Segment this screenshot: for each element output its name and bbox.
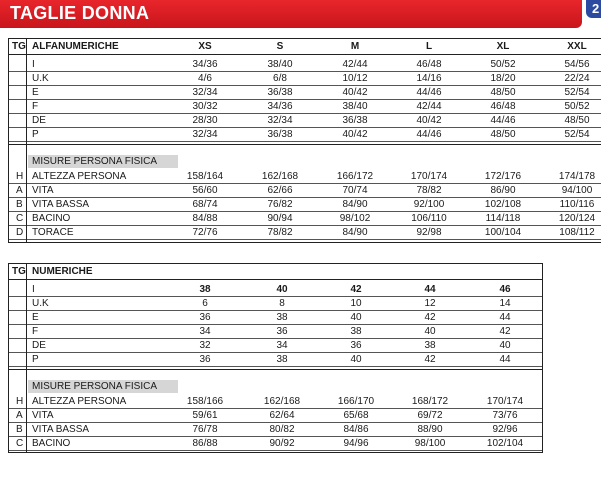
size-row-de bbox=[8, 114, 601, 128]
size-value: 40 bbox=[350, 354, 362, 365]
size-row-p bbox=[8, 128, 601, 142]
size-value: 34/36 bbox=[267, 101, 293, 112]
measure-code: C bbox=[16, 213, 24, 224]
measure-value: 120/124 bbox=[558, 213, 596, 224]
measure-label: ALTEZZA PERSONA bbox=[32, 171, 127, 182]
measure-row-vita bbox=[8, 184, 601, 198]
size-value: 40/42 bbox=[342, 87, 368, 98]
measure-value: 166/172 bbox=[336, 171, 374, 182]
size-value: 4/6 bbox=[198, 73, 212, 84]
measure-row-altezza-persona bbox=[8, 170, 601, 184]
measure-value: 86/88 bbox=[192, 438, 218, 449]
tg-label: TG bbox=[12, 266, 26, 277]
table-top-border bbox=[8, 38, 601, 39]
page-number-tab: 2 bbox=[586, 0, 601, 18]
size-value: 48/50 bbox=[490, 87, 516, 98]
measure-value: 84/90 bbox=[342, 199, 368, 210]
size-header-xxl: XXL bbox=[567, 41, 587, 52]
size-value: 40 bbox=[350, 312, 362, 323]
measure-value: 88/90 bbox=[417, 424, 443, 435]
measure-row-torace bbox=[8, 226, 601, 240]
size-value: 14 bbox=[499, 298, 511, 309]
title-banner bbox=[0, 0, 582, 28]
size-value: 44/46 bbox=[490, 115, 516, 126]
measure-value: 69/72 bbox=[417, 410, 443, 421]
measure-value: 108/112 bbox=[559, 227, 595, 238]
size-value: 44/46 bbox=[416, 129, 442, 140]
size-value: 32 bbox=[199, 340, 211, 351]
measure-value: 92/98 bbox=[416, 227, 442, 238]
column-divider bbox=[8, 38, 9, 243]
table-top-border bbox=[8, 263, 543, 264]
size-row-i bbox=[8, 58, 601, 72]
measure-value: 94/96 bbox=[343, 438, 369, 449]
measure-value: 84/90 bbox=[342, 227, 368, 238]
size-row-de bbox=[8, 339, 543, 353]
section-divider bbox=[8, 369, 543, 370]
measure-value: 172/176 bbox=[484, 171, 522, 182]
measures-header: MISURE PERSONA FISICA bbox=[28, 155, 178, 168]
size-row-i bbox=[8, 283, 543, 297]
size-value: 28/30 bbox=[192, 115, 218, 126]
size-value: 40 bbox=[499, 340, 511, 351]
size-value: 52/54 bbox=[564, 129, 590, 140]
tg-label: TG bbox=[12, 41, 26, 52]
size-value: 34 bbox=[276, 340, 288, 351]
measure-value: 73/76 bbox=[492, 410, 518, 421]
measure-value: 174/178 bbox=[558, 171, 596, 182]
measure-value: 166/170 bbox=[337, 396, 375, 407]
size-value: 42/44 bbox=[342, 59, 368, 70]
measure-label: VITA bbox=[32, 410, 54, 421]
row-label: P bbox=[32, 129, 39, 140]
measure-label: VITA BASSA bbox=[32, 199, 90, 210]
measure-code: D bbox=[16, 227, 24, 238]
table-header-row bbox=[8, 265, 543, 278]
size-value: 36 bbox=[199, 312, 211, 323]
size-value: 38 bbox=[350, 326, 362, 337]
size-value: 10/12 bbox=[342, 73, 368, 84]
measure-value: 62/66 bbox=[267, 185, 293, 196]
size-row-uk bbox=[8, 297, 543, 311]
size-value: 48/50 bbox=[564, 115, 590, 126]
size-value: 44/46 bbox=[416, 87, 442, 98]
measure-label: TORACE bbox=[32, 227, 74, 238]
row-label: I bbox=[32, 284, 35, 295]
size-value: 38 bbox=[276, 312, 288, 323]
size-value: 12 bbox=[424, 298, 436, 309]
table-title: ALFANUMERICHE bbox=[32, 41, 119, 52]
measure-value: 72/76 bbox=[192, 227, 218, 238]
measure-value: 56/60 bbox=[192, 185, 218, 196]
size-value: 42/44 bbox=[416, 101, 442, 112]
measure-value: 110/116 bbox=[559, 199, 595, 210]
size-value: 36/38 bbox=[342, 115, 368, 126]
measure-value: 102/108 bbox=[484, 199, 522, 210]
measure-value: 168/172 bbox=[411, 396, 449, 407]
size-value: 50/52 bbox=[490, 59, 516, 70]
row-label: DE bbox=[32, 115, 46, 126]
measure-value: 78/82 bbox=[267, 227, 293, 238]
size-value: 34/36 bbox=[192, 59, 218, 70]
table-title: NUMERICHE bbox=[32, 266, 93, 277]
alfanumeric-size-table bbox=[8, 38, 601, 243]
measure-row-altezza-persona bbox=[8, 395, 543, 409]
size-value: 42 bbox=[350, 284, 362, 295]
size-value: 36 bbox=[350, 340, 362, 351]
measure-value: 92/96 bbox=[492, 424, 518, 435]
column-divider bbox=[26, 263, 27, 453]
measure-value: 158/166 bbox=[186, 396, 224, 407]
measure-row-bacino bbox=[8, 437, 543, 451]
size-value: 32/34 bbox=[192, 129, 218, 140]
measure-value: 162/168 bbox=[263, 396, 301, 407]
measure-value: 100/104 bbox=[484, 227, 522, 238]
measure-label: ALTEZZA PERSONA bbox=[32, 396, 127, 407]
size-value: 48/50 bbox=[490, 129, 516, 140]
row-label: E bbox=[32, 312, 39, 323]
row-label: E bbox=[32, 87, 39, 98]
size-value: 52/54 bbox=[564, 87, 590, 98]
measure-label: BACINO bbox=[32, 213, 71, 224]
measure-value: 65/68 bbox=[343, 410, 369, 421]
size-value: 8 bbox=[279, 298, 285, 309]
measure-value: 90/92 bbox=[269, 438, 295, 449]
measures-header: MISURE PERSONA FISICA bbox=[28, 380, 178, 393]
size-value: 38/40 bbox=[342, 101, 368, 112]
measure-code: A bbox=[16, 185, 23, 196]
size-value: 46 bbox=[499, 284, 511, 295]
size-row-e bbox=[8, 311, 543, 325]
size-value: 40 bbox=[424, 326, 436, 337]
measure-value: 162/168 bbox=[261, 171, 299, 182]
measure-value: 106/110 bbox=[411, 213, 447, 224]
measure-value: 76/82 bbox=[267, 199, 293, 210]
measure-value: 80/82 bbox=[269, 424, 295, 435]
size-value: 40/42 bbox=[416, 115, 442, 126]
measure-code: H bbox=[16, 396, 24, 407]
size-value: 38 bbox=[199, 284, 211, 295]
size-value: 42 bbox=[424, 354, 436, 365]
measure-value: 90/94 bbox=[267, 213, 293, 224]
measure-row-vita-bassa bbox=[8, 198, 601, 212]
table-bottom-border bbox=[8, 242, 601, 243]
size-value: 38/40 bbox=[267, 59, 293, 70]
size-header-s: S bbox=[276, 41, 284, 52]
measure-row-vita-bassa bbox=[8, 423, 543, 437]
page-title: TAGLIE DONNA bbox=[10, 3, 150, 23]
table-header-row bbox=[8, 40, 601, 53]
measure-value: 86/90 bbox=[490, 185, 516, 196]
measure-value: 158/164 bbox=[186, 171, 224, 182]
column-divider bbox=[26, 38, 27, 243]
size-row-f bbox=[8, 100, 601, 114]
size-value: 6 bbox=[202, 298, 208, 309]
size-value: 44 bbox=[499, 354, 511, 365]
table-bottom-border bbox=[8, 452, 543, 453]
header-bottom-border bbox=[8, 54, 601, 55]
measure-value: 70/74 bbox=[342, 185, 368, 196]
size-value: 38 bbox=[276, 354, 288, 365]
size-row-e bbox=[8, 86, 601, 100]
size-value: 36/38 bbox=[267, 87, 293, 98]
measure-code: C bbox=[16, 438, 24, 449]
size-value: 34 bbox=[199, 326, 211, 337]
size-value: 18/20 bbox=[490, 73, 516, 84]
size-header-m: M bbox=[350, 41, 360, 52]
measure-code: B bbox=[16, 199, 23, 210]
size-value: 22/24 bbox=[564, 73, 590, 84]
column-divider bbox=[8, 263, 9, 453]
size-value: 32/34 bbox=[267, 115, 293, 126]
row-label: F bbox=[32, 101, 39, 112]
row-label: DE bbox=[32, 340, 46, 351]
measure-value: 170/174 bbox=[410, 171, 448, 182]
size-value: 42 bbox=[424, 312, 436, 323]
measure-value: 94/100 bbox=[561, 185, 593, 196]
size-row-uk bbox=[8, 72, 601, 86]
measure-value: 59/61 bbox=[192, 410, 218, 421]
row-label: U.K bbox=[32, 73, 49, 84]
size-header-l: L bbox=[425, 41, 433, 52]
section-divider bbox=[8, 144, 601, 145]
measure-value: 102/104 bbox=[486, 438, 524, 449]
size-value: 42 bbox=[499, 326, 511, 337]
row-label: I bbox=[32, 59, 35, 70]
measure-row-bacino bbox=[8, 212, 601, 226]
measure-value: 62/64 bbox=[269, 410, 295, 421]
measure-value: 84/86 bbox=[343, 424, 369, 435]
numeric-size-table bbox=[8, 263, 543, 453]
size-value: 10 bbox=[350, 298, 362, 309]
size-value: 50/52 bbox=[564, 101, 590, 112]
measure-label: VITA bbox=[32, 185, 54, 196]
size-value: 14/16 bbox=[416, 73, 442, 84]
size-value: 38 bbox=[424, 340, 436, 351]
measure-code: B bbox=[16, 424, 23, 435]
measure-code: H bbox=[16, 171, 24, 182]
measure-value: 78/82 bbox=[416, 185, 442, 196]
size-value: 32/34 bbox=[192, 87, 218, 98]
measure-value: 114/118 bbox=[485, 213, 521, 224]
size-value: 36 bbox=[199, 354, 211, 365]
column-divider bbox=[542, 263, 543, 453]
size-value: 40/42 bbox=[342, 129, 368, 140]
measure-value: 84/88 bbox=[192, 213, 218, 224]
measure-row-vita bbox=[8, 409, 543, 423]
row-label: U.K bbox=[32, 298, 49, 309]
size-value: 6/8 bbox=[273, 73, 287, 84]
size-value: 36 bbox=[276, 326, 288, 337]
measure-value: 98/102 bbox=[339, 213, 371, 224]
measure-label: VITA BASSA bbox=[32, 424, 90, 435]
size-value: 46/48 bbox=[416, 59, 442, 70]
row-label: F bbox=[32, 326, 39, 337]
measure-value: 170/174 bbox=[486, 396, 524, 407]
measure-value: 76/78 bbox=[192, 424, 218, 435]
measure-code: A bbox=[16, 410, 23, 421]
size-header-xl: XL bbox=[496, 41, 510, 52]
size-row-f bbox=[8, 325, 543, 339]
size-value: 54/56 bbox=[564, 59, 590, 70]
size-value: 46/48 bbox=[490, 101, 516, 112]
measure-value: 98/100 bbox=[414, 438, 446, 449]
size-value: 30/32 bbox=[192, 101, 218, 112]
header-bottom-border bbox=[8, 279, 543, 280]
measure-value: 68/74 bbox=[192, 199, 218, 210]
size-value: 36/38 bbox=[267, 129, 293, 140]
size-row-p bbox=[8, 353, 543, 367]
size-value: 44 bbox=[499, 312, 511, 323]
size-value: 40 bbox=[276, 284, 288, 295]
row-label: P bbox=[32, 354, 39, 365]
measure-label: BACINO bbox=[32, 438, 71, 449]
measure-value: 92/100 bbox=[413, 199, 445, 210]
size-header-xs: XS bbox=[198, 41, 212, 52]
size-value: 44 bbox=[424, 284, 436, 295]
